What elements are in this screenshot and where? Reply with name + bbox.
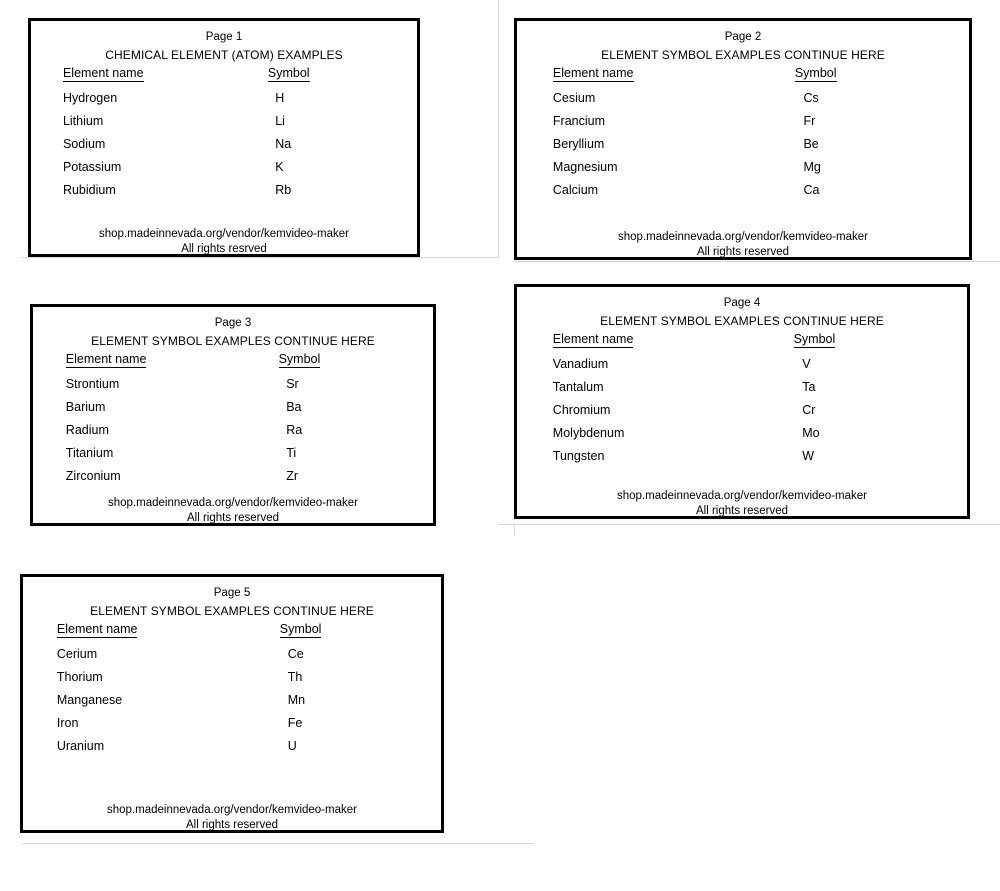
page-label: Page 5 [213, 587, 251, 599]
table-row [43, 446, 423, 460]
footer-url: shop.madeinnevada.org/vendor/kemvideo-maker [618, 231, 868, 244]
footer-url: shop.madeinnevada.org/vendor/kemvideo-maker [107, 804, 357, 817]
table-row [33, 647, 431, 661]
table-header-row [527, 66, 959, 82]
table-row [527, 426, 957, 440]
cell-symbol: Ca [803, 183, 820, 197]
page-label: Page 1 [205, 31, 243, 43]
cell-symbol: Sr [286, 377, 299, 391]
table-row [527, 357, 957, 371]
guide-rule-horizontal-4 [22, 843, 534, 844]
cell-element-name: Lithium [62, 114, 104, 128]
table-row [527, 160, 959, 174]
cell-element-name: Radium [65, 423, 109, 437]
page-subtitle: ELEMENT SYMBOL EXAMPLES CONTINUE HERE [90, 604, 374, 618]
footer-rights: All rights reserved [186, 511, 280, 524]
cell-symbol: Mo [802, 426, 820, 440]
column-header-symbol: Symbol [278, 352, 321, 366]
column-header-element-name: Element name [552, 332, 634, 346]
table-row [33, 670, 431, 684]
column-header-symbol: Symbol [279, 622, 322, 636]
elements-table [517, 332, 967, 463]
cell-element-name: Calcium [552, 183, 599, 197]
footer-rights: All rights reserved [695, 504, 789, 517]
table-row [33, 716, 431, 730]
slide-footer [23, 803, 441, 832]
column-header-symbol: Symbol [267, 66, 310, 80]
cell-symbol: Rb [275, 183, 292, 197]
guide-rule-vertical [498, 0, 499, 258]
table-row [33, 693, 431, 707]
cell-symbol: Li [275, 114, 285, 128]
cell-symbol: Mn [287, 693, 306, 707]
page-label: Page 3 [214, 317, 252, 329]
column-header-element-name: Element name [65, 352, 147, 366]
table-row [41, 183, 407, 197]
page-subtitle: CHEMICAL ELEMENT (ATOM) EXAMPLES [105, 48, 343, 62]
cell-element-name: Rubidium [62, 183, 116, 197]
table-header-row [41, 66, 407, 82]
cell-element-name: Cerium [56, 647, 98, 661]
column-header-element-name: Element name [56, 622, 138, 636]
cell-symbol: K [275, 160, 284, 174]
elements-table [31, 66, 417, 197]
footer-url: shop.madeinnevada.org/vendor/kemvideo-maker [99, 228, 349, 241]
cell-symbol: V [802, 357, 811, 371]
table-row [41, 160, 407, 174]
cell-element-name: Sodium [62, 137, 106, 151]
footer-rights: All rights resrved [181, 242, 267, 255]
footer-url: shop.madeinnevada.org/vendor/kemvideo-maker [617, 490, 867, 503]
guide-rule-vertical-2 [514, 524, 515, 536]
cell-symbol: Ce [287, 647, 304, 661]
cell-symbol: Zr [286, 469, 298, 483]
cell-element-name: Uranium [56, 739, 105, 753]
slide-card-page-4[interactable] [514, 284, 970, 519]
footer-url: shop.madeinnevada.org/vendor/kemvideo-maker [108, 497, 358, 510]
slide-footer [517, 489, 967, 518]
table-row [527, 449, 957, 463]
cell-element-name: Iron [56, 716, 79, 730]
table-row [527, 114, 959, 128]
cell-element-name: Francium [552, 114, 605, 128]
cell-element-name: Titanium [65, 446, 114, 460]
cell-element-name: Zirconium [65, 469, 121, 483]
table-row [527, 91, 959, 105]
slide-card-page-1[interactable] [28, 18, 420, 257]
slide-footer [33, 496, 433, 525]
elements-table [23, 622, 441, 753]
cell-symbol: Ti [286, 446, 297, 460]
table-header-row [527, 332, 957, 348]
elements-table [517, 66, 969, 197]
table-row [43, 423, 423, 437]
cell-symbol: H [275, 91, 285, 105]
slide-card-page-2[interactable] [514, 18, 972, 260]
table-row [527, 403, 957, 417]
cell-symbol: Cs [803, 91, 819, 105]
table-row [527, 380, 957, 394]
page-label: Page 2 [724, 31, 762, 43]
page-label: Page 4 [723, 297, 761, 309]
cell-symbol: Fe [287, 716, 303, 730]
cell-element-name: Chromium [552, 403, 611, 417]
table-row [41, 91, 407, 105]
column-header-element-name: Element name [62, 66, 144, 80]
page-subtitle: ELEMENT SYMBOL EXAMPLES CONTINUE HERE [91, 334, 375, 348]
table-row [43, 469, 423, 483]
table-row [43, 400, 423, 414]
slide-footer [517, 230, 969, 259]
slide-card-page-5[interactable] [20, 574, 444, 833]
cell-element-name: Beryllium [552, 137, 605, 151]
cell-element-name: Potassium [62, 160, 122, 174]
table-row [33, 739, 431, 753]
cell-element-name: Barium [65, 400, 106, 414]
cell-element-name: Tantalum [552, 380, 604, 394]
table-row [41, 137, 407, 151]
table-row [527, 137, 959, 151]
cell-element-name: Manganese [56, 693, 123, 707]
cell-element-name: Thorium [56, 670, 103, 684]
cell-symbol: Ta [802, 380, 816, 394]
cell-symbol: Na [275, 137, 292, 151]
column-header-symbol: Symbol [793, 332, 836, 346]
slide-card-page-3[interactable] [30, 304, 436, 526]
cell-symbol: Be [803, 137, 819, 151]
column-header-symbol: Symbol [794, 66, 837, 80]
cell-symbol: Cr [802, 403, 816, 417]
table-header-row [33, 622, 431, 638]
cell-element-name: Hydrogen [62, 91, 118, 105]
table-header-row [43, 352, 423, 368]
footer-rights: All rights reserved [696, 245, 790, 258]
cell-element-name: Strontium [65, 377, 120, 391]
cell-element-name: Vanadium [552, 357, 609, 371]
cell-symbol: Ra [286, 423, 303, 437]
cell-element-name: Molybdenum [552, 426, 625, 440]
cell-element-name: Cesium [552, 91, 596, 105]
elements-table [33, 352, 433, 483]
table-row [527, 183, 959, 197]
table-row [43, 377, 423, 391]
column-header-element-name: Element name [552, 66, 634, 80]
cell-symbol: W [802, 449, 814, 463]
cell-element-name: Magnesium [552, 160, 618, 174]
cell-symbol: Ba [286, 400, 302, 414]
cell-symbol: U [287, 739, 297, 753]
footer-rights: All rights reserved [185, 818, 279, 831]
page-subtitle: ELEMENT SYMBOL EXAMPLES CONTINUE HERE [600, 314, 884, 328]
cell-element-name: Tungsten [552, 449, 605, 463]
table-row [41, 114, 407, 128]
cell-symbol: Fr [803, 114, 816, 128]
page-subtitle: ELEMENT SYMBOL EXAMPLES CONTINUE HERE [601, 48, 885, 62]
cell-symbol: Th [287, 670, 303, 684]
cell-symbol: Mg [803, 160, 821, 174]
slide-footer [31, 227, 417, 256]
